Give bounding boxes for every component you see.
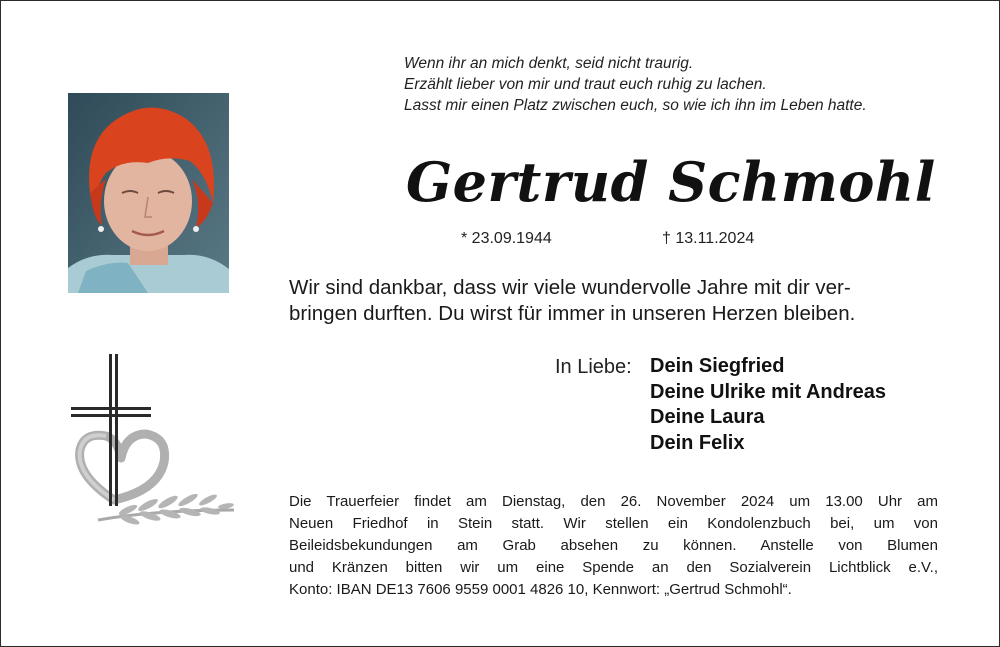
portrait-photo	[68, 93, 229, 293]
notice-line: und Kränzen bitten wir um eine Spende an den Sozialverein Lichtblick e.V.,	[289, 559, 938, 576]
gratitude-line: bringen durften. Du wirst für immer in unseren Herzen bleiben.	[289, 302, 856, 325]
funeral-notice	[289, 491, 938, 601]
poem-line: Erzählt lieber von mir und traut euch ruhig zu lachen.	[404, 76, 767, 93]
poem-line: Wenn ihr an mich denkt, seid nicht traurig.	[404, 55, 694, 72]
cross-heart-icon	[66, 350, 238, 532]
gratitude-line: Wir sind dankbar, dass wir viele wundervolle Jahre mit dir ver-	[289, 276, 851, 299]
death-date: † 13.11.2024	[662, 230, 755, 247]
signer: Deine Ulrike mit Andreas	[650, 380, 887, 403]
notice-line: Konto: IBAN DE13 7606 9559 0001 4826 10, Kennwort: „Gertrud Schmohl“.	[289, 581, 792, 598]
signers-list	[650, 354, 886, 456]
birth-date: * 23.09.1944	[461, 230, 552, 247]
deceased-name: Gertrud Schmohl	[406, 150, 936, 214]
poem	[404, 53, 867, 116]
signer: Dein Felix	[650, 431, 745, 454]
signer: Deine Laura	[650, 406, 765, 428]
notice-line: Neuen Friedhof in Stein statt. Wir stellen ein Kondolenzbuch bei, um von	[289, 515, 938, 532]
in-love-label: In Liebe:	[555, 356, 632, 378]
cross-heart-emblem	[66, 350, 238, 532]
portrait-illustration	[68, 93, 229, 293]
notice-line: Die Trauerfeier findet am Dienstag, den 26. November 2024 um 13.00 Uhr am	[289, 493, 938, 510]
notice-line: Beileidsbekundungen am Grab absehen zu können. Anstelle von Blumen	[289, 537, 938, 554]
poem-line: Lasst mir einen Platz zwischen euch, so wie ich ihn im Leben hatte.	[404, 97, 867, 114]
signer: Dein Siegfried	[650, 355, 785, 377]
gratitude-text	[289, 275, 929, 327]
